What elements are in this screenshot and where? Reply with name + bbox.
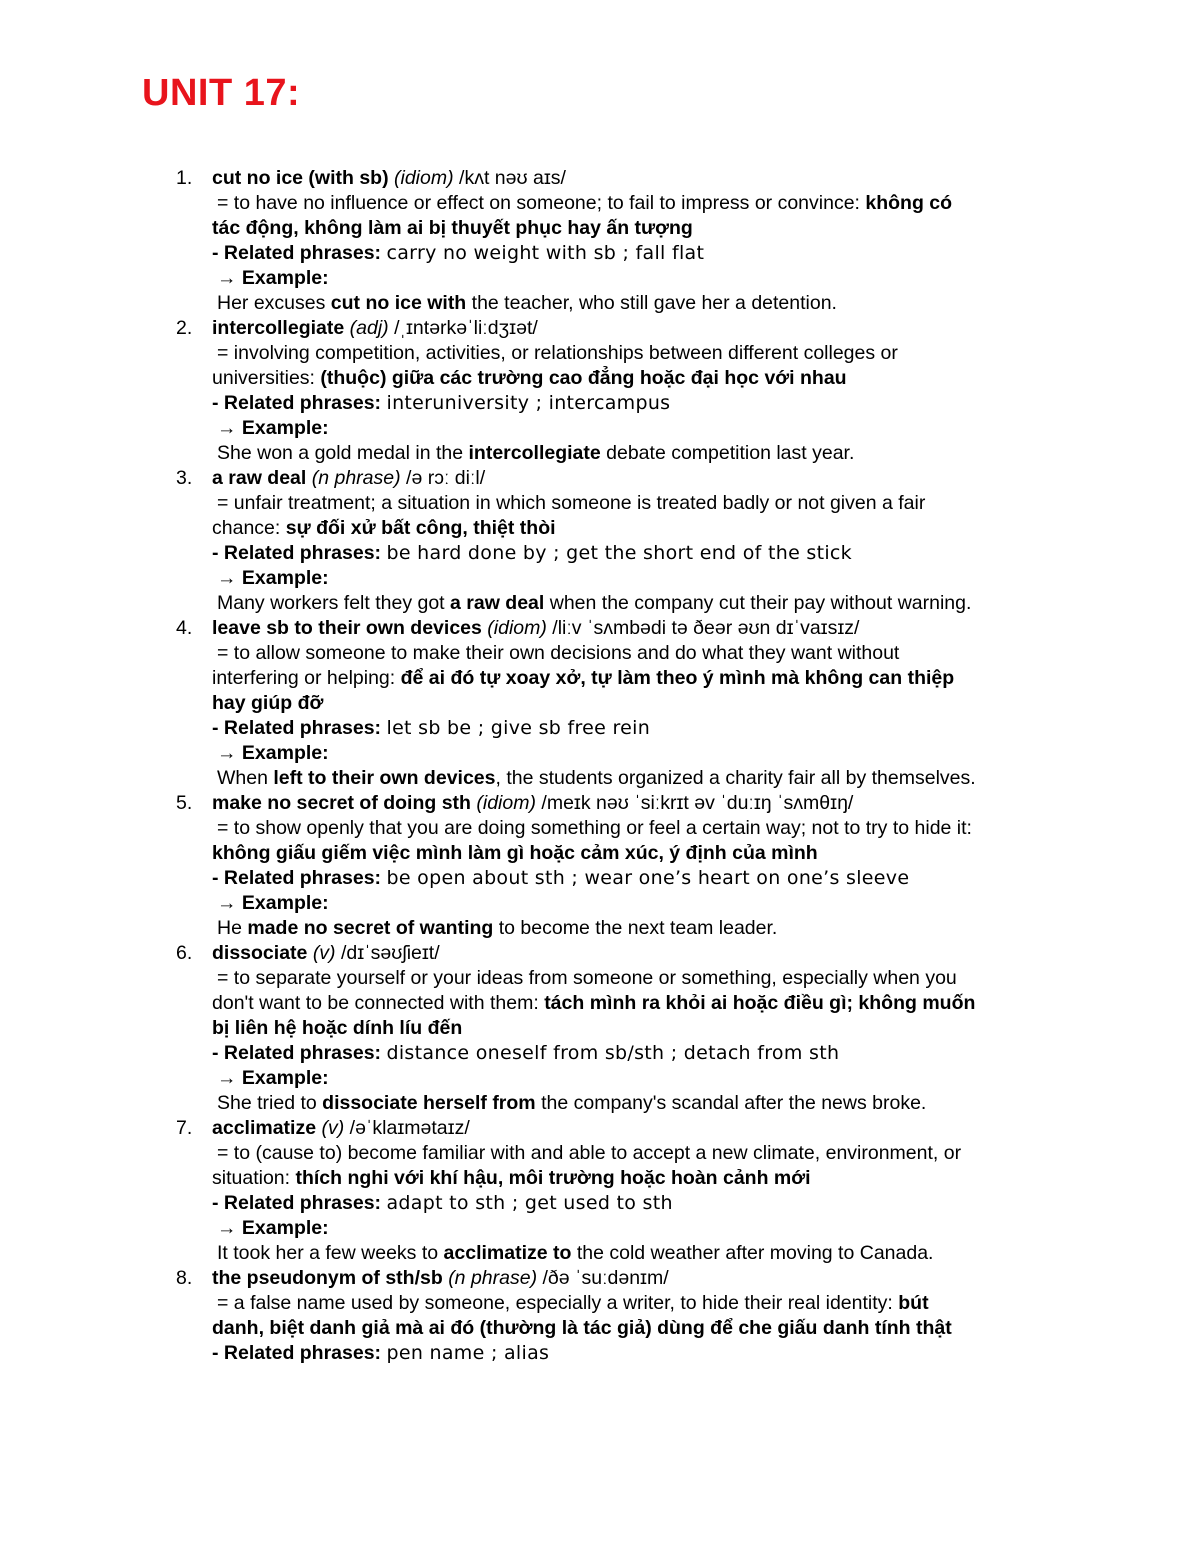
entry-headline — [212, 791, 1062, 816]
definition-text: = unfair treatment; a situation in which someone is treated badly or not given a fair — [217, 492, 926, 514]
entry-pos: (v) — [321, 1117, 345, 1139]
entry-ipa: /ðə ˈsuːdənɪm/ — [542, 1267, 669, 1289]
definition-text: = a false name used by someone, especially a writer, to hide their real identity: — [217, 1292, 899, 1314]
entry-definition — [212, 1166, 1062, 1191]
example-highlight: left to their own devices — [273, 767, 496, 789]
related-text: carry no weight with sb ; fall flat — [386, 242, 705, 264]
example-highlight: acclimatize to — [443, 1242, 572, 1264]
definition-text: = to have no influence or effect on someone; to fail to impress or convince: — [217, 192, 866, 214]
entry-ipa: /ə rɔː diːl/ — [406, 467, 486, 489]
vocab-entry — [0, 616, 1200, 791]
related-text: adapt to sth ; get used to sth — [386, 1192, 673, 1214]
vietnamese-meaning: để ai đó tự xoay xở, tự làm theo ý mình mà không can thiệp — [400, 667, 955, 689]
example-text: She tried to — [217, 1092, 323, 1114]
entry-definition — [212, 1291, 1062, 1316]
example-text: He — [217, 917, 248, 939]
example-label: → Example: — [217, 742, 329, 764]
vietnamese-meaning: không giấu giếm việc mình làm gì hoặc cảm xúc, ý định của mình — [212, 842, 818, 864]
example-label: → Example: — [217, 417, 329, 439]
definition-text: universities: — [212, 367, 321, 389]
example-text: to become the next team leader. — [493, 917, 778, 939]
vietnamese-meaning: tách mình ra khỏi ai hoặc điều gì; không muốn — [544, 992, 976, 1014]
entry-number: 8. — [176, 1267, 193, 1289]
entry-number: 7. — [176, 1117, 193, 1139]
example-sentence — [212, 441, 1062, 466]
entry-pos: (idiom) — [394, 167, 454, 189]
entry-pos: (idiom) — [476, 792, 536, 814]
related-phrases — [212, 1191, 1062, 1216]
related-text: distance oneself from sb/sth ; detach from sth — [386, 1042, 840, 1064]
entry-headline — [212, 166, 1062, 191]
related-label: - Related phrases: — [212, 242, 382, 264]
example-text: It took her a few weeks to — [217, 1242, 444, 1264]
example-sentence — [212, 1091, 1062, 1116]
example-highlight: dissociate herself from — [322, 1092, 536, 1114]
vocab-entry — [0, 1116, 1200, 1266]
definition-text: = involving competition, activities, or relationships between different colleges or — [217, 342, 898, 364]
related-label: - Related phrases: — [212, 392, 382, 414]
vocab-entry — [0, 791, 1200, 941]
example-text: the company's scandal after the news broke. — [535, 1092, 927, 1114]
example-highlight: intercollegiate — [468, 442, 601, 464]
vocabulary-list — [0, 166, 1200, 1366]
entry-headline — [212, 316, 1062, 341]
related-phrases — [212, 1341, 1062, 1366]
entry-term: dissociate — [212, 942, 308, 964]
example-sentence — [212, 291, 1062, 316]
definition-text: = to (cause to) become familiar with and able to accept a new climate, environment, or — [217, 1142, 962, 1164]
definition-text: don't want to be connected with them: — [212, 992, 545, 1014]
vocab-entry — [0, 466, 1200, 616]
related-text: be hard done by ; get the short end of the stick — [386, 542, 852, 564]
entry-number: 4. — [176, 617, 193, 639]
entry-term: a raw deal — [212, 467, 307, 489]
vocab-entry — [0, 316, 1200, 466]
page-title: UNIT 17: — [142, 72, 301, 114]
example-label: → Example: — [217, 567, 329, 589]
entry-ipa: /meɪk nəʊ ˈsiːkrɪt əv ˈduːɪŋ ˈsʌmθɪŋ/ — [541, 792, 854, 814]
vietnamese-meaning: danh, biệt danh giả mà ai đó (thường là tác giả) dùng để che giấu danh tính thật — [212, 1317, 952, 1339]
example-text: the teacher, who still gave her a detention. — [466, 292, 837, 314]
entry-number: 2. — [176, 317, 193, 339]
example-text: Many workers felt they got — [217, 592, 451, 614]
entry-term: acclimatize — [212, 1117, 317, 1139]
entry-pos: (n phrase) — [311, 467, 401, 489]
vietnamese-meaning: tác động, không làm ai bị thuyết phục hay ấn tượng — [212, 217, 693, 239]
vietnamese-meaning: sự đối xử bất công, thiệt thòi — [285, 517, 556, 539]
related-phrases — [212, 1041, 1062, 1066]
entry-headline — [212, 941, 1062, 966]
entry-term: cut no ice (with sb) — [212, 167, 389, 189]
definition-text: situation: — [212, 1167, 296, 1189]
related-label: - Related phrases: — [212, 1192, 382, 1214]
example-text: When — [217, 767, 274, 789]
entry-number: 6. — [176, 942, 193, 964]
entry-headline — [212, 1116, 1062, 1141]
related-label: - Related phrases: — [212, 867, 382, 889]
vietnamese-meaning: (thuộc) giữa các trường cao đẳng hoặc đại học với nhau — [320, 367, 847, 389]
example-text: debate competition last year. — [600, 442, 855, 464]
vietnamese-meaning: không có — [865, 192, 953, 214]
entry-pos: (adj) — [349, 317, 389, 339]
related-label: - Related phrases: — [212, 1342, 382, 1364]
example-text: She won a gold medal in the — [217, 442, 469, 464]
entry-definition — [212, 666, 1062, 691]
entry-term: leave sb to their own devices — [212, 617, 482, 639]
definition-text: interfering or helping: — [212, 667, 401, 689]
entry-definition — [212, 191, 1062, 216]
example-text: when the company cut their pay without warning. — [544, 592, 972, 614]
related-text: let sb be ; give sb free rein — [386, 717, 651, 739]
definition-text: = to show openly that you are doing something or feel a certain way; not to try to hide it: — [217, 817, 972, 839]
definition-text: = to separate yourself or your ideas from someone or something, especially when you — [217, 967, 957, 989]
related-phrases — [212, 716, 1062, 741]
related-text: interuniversity ; intercampus — [386, 392, 671, 414]
related-phrases — [212, 241, 1062, 266]
vietnamese-meaning: thích nghi với khí hậu, môi trường hoặc hoàn cảnh mới — [295, 1167, 811, 1189]
related-label: - Related phrases: — [212, 1042, 382, 1064]
entry-headline — [212, 466, 1062, 491]
entry-number: 5. — [176, 792, 193, 814]
example-highlight: cut no ice with — [330, 292, 467, 314]
related-text: pen name ; alias — [386, 1342, 550, 1364]
vocab-entry — [0, 166, 1200, 316]
related-label: - Related phrases: — [212, 542, 382, 564]
example-text: , the students organized a charity fair all by themselves. — [495, 767, 976, 789]
example-label: → Example: — [217, 267, 329, 289]
entry-pos: (n phrase) — [448, 1267, 538, 1289]
entry-ipa: /kʌt nəʊ aɪs/ — [459, 167, 566, 189]
related-text: be open about sth ; wear one’s heart on one’s sleeve — [386, 867, 910, 889]
example-highlight: made no secret of wanting — [247, 917, 494, 939]
example-text: the cold weather after moving to Canada. — [571, 1242, 934, 1264]
entry-term: make no secret of doing sth — [212, 792, 471, 814]
entry-definition — [212, 516, 1062, 541]
example-label: → Example: — [217, 892, 329, 914]
vocab-entry — [0, 1266, 1200, 1366]
entry-ipa: /liːv ˈsʌmbədi tə ðeər əʊn dɪˈvaɪsɪz/ — [552, 617, 860, 639]
vocab-entry — [0, 941, 1200, 1116]
related-phrases — [212, 391, 1062, 416]
entry-headline — [212, 1266, 1062, 1291]
example-sentence — [212, 766, 1062, 791]
entry-number: 3. — [176, 467, 193, 489]
example-label: → Example: — [217, 1217, 329, 1239]
example-sentence — [212, 1241, 1062, 1266]
entry-pos: (v) — [312, 942, 336, 964]
entry-term: the pseudonym of sth/sb — [212, 1267, 443, 1289]
definition-text: chance: — [212, 517, 286, 539]
example-sentence — [212, 591, 1062, 616]
related-phrases — [212, 541, 1062, 566]
related-phrases — [212, 866, 1062, 891]
example-sentence — [212, 916, 1062, 941]
example-highlight: a raw deal — [450, 592, 545, 614]
entry-headline — [212, 616, 1062, 641]
entry-ipa: /əˈklaɪmətaɪz/ — [349, 1117, 470, 1139]
entry-ipa: /ˌɪntərkəˈliːdʒɪət/ — [394, 317, 538, 339]
example-label: → Example: — [217, 1067, 329, 1089]
related-label: - Related phrases: — [212, 717, 382, 739]
entry-term: intercollegiate — [212, 317, 345, 339]
entry-definition — [212, 991, 1062, 1016]
vietnamese-meaning: bút — [898, 1292, 929, 1314]
entry-number: 1. — [176, 167, 193, 189]
entry-pos: (idiom) — [487, 617, 547, 639]
vietnamese-meaning: bị liên hệ hoặc dính líu đến — [212, 1017, 463, 1039]
entry-ipa: /dɪˈsəʊʃieɪt/ — [340, 942, 440, 964]
definition-text: = to allow someone to make their own decisions and do what they want without — [217, 642, 900, 664]
example-text: Her excuses — [217, 292, 331, 314]
vietnamese-meaning: hay giúp đỡ — [212, 692, 324, 714]
entry-definition — [212, 366, 1062, 391]
